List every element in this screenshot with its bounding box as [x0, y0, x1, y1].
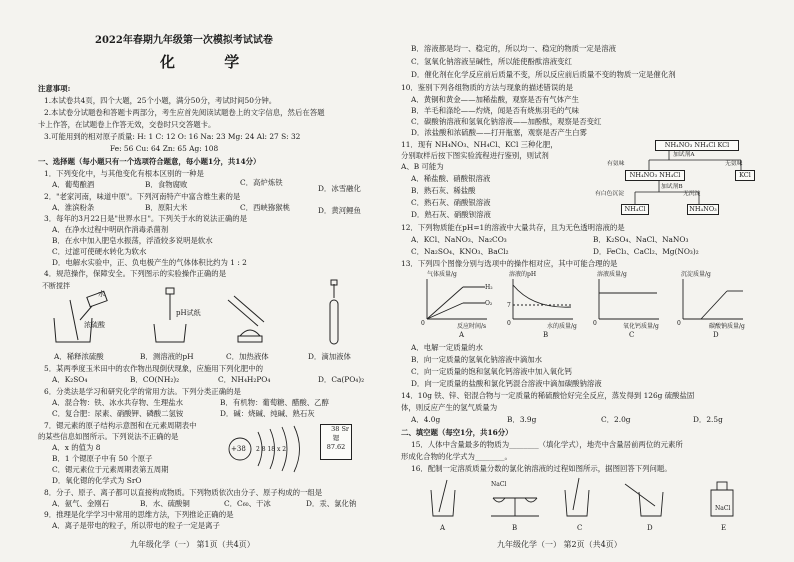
q6-option-b: B．有机物：葡萄糖、醋酸、乙醇 — [220, 398, 329, 407]
question-14-cont: 体，则反应产生的氢气质量为 — [401, 403, 498, 412]
q10-option-a: A．黄铜和黄金——加稀盐酸，观察是否有气体产生 — [411, 95, 579, 104]
q5-option-c: C．NH₄H₂PO₄ — [218, 375, 271, 384]
note-line: Fe: 56 Cu: 64 Zn: 65 Ag: 108 — [110, 144, 219, 153]
graph-d-ylabel: 沉淀质量/g — [681, 271, 711, 278]
q4-option-c: C．加热液体 — [226, 352, 269, 361]
q16-nacl-label: NaCl — [491, 481, 507, 488]
note-line: 3.可能用到的相对原子质量: H: 1 C: 12 O: 16 Na: 23 Mg: 24 Al: 27 S: 32 — [44, 132, 301, 141]
q12-option-a: A．KCl、NaNO₃、Na₂CO₃ — [411, 235, 507, 244]
q11-flow-ammonia: 有氨味 — [607, 161, 625, 167]
question-12: 12．下列物质能在pH=1的溶液中大量共存，且为无色透明溶液的是 — [401, 223, 625, 232]
q16-label-c: C — [577, 524, 583, 532]
q11-flow-no-ppt: 无沉淀 — [683, 191, 701, 197]
q16-label-d: D — [647, 524, 653, 532]
page-footer: 九年级化学（一） 第1页（共4页） — [130, 540, 255, 549]
q4-fig-label: 水 — [98, 290, 105, 298]
q7-nucleus-label: +38 — [231, 445, 246, 453]
q11-flow-kcl: KCl — [735, 170, 755, 181]
note-line: 2.本试卷分试题卷和答题卡两部分，考生应首先阅读试题卷上的文字信息，然后在答题 — [44, 108, 325, 117]
q7-option-d: D．氧化锶的化学式为 SrO — [52, 476, 142, 485]
q8-option-a: A．氨气、金刚石 — [52, 499, 110, 508]
q5-option-a: A．K₂SO₄ — [52, 375, 88, 384]
q8-option-b: B．水、硫酸铜 — [140, 499, 190, 508]
q9-option-a: A．离子是带电的粒子，所以带电的粒子一定是离子 — [52, 521, 220, 530]
q10-option-d: D．浓盐酸和浓硫酸——打开瓶塞，观察是否产生白雾 — [411, 128, 587, 137]
q16-label-a: A — [440, 524, 446, 532]
q9-option-c: C．氢氧化钠溶液呈碱性，所以能使酚酞溶液变红 — [411, 57, 572, 66]
q14-option-a: A．4.0g — [411, 415, 441, 424]
question-8: 8．分子、原子、离子都可以直接构成物质。下列物质依次由分子、原子构成的一组是 — [44, 488, 323, 497]
graph-a-line-label: H₂ — [485, 284, 493, 291]
q7-shell-label: 2 8 18 x 2 — [256, 446, 287, 453]
question-14: 14．10g 铁、锌、铝混合物与一定质量的稀硫酸恰好完全反应，蒸发得到 126g 硫酸盐固 — [401, 391, 695, 400]
question-13: 13．下列四个图像分别与选项中的操作相对应，其中可能合理的是 — [401, 259, 618, 268]
q14-option-c: C．2.0g — [601, 415, 631, 424]
q11-flow-start: NH₄NO₃ NH₄Cl KCl — [655, 140, 739, 151]
q16-label-e: E — [721, 524, 727, 532]
graph-c-xlabel: 氧化钙质量/g — [623, 323, 659, 330]
q14-option-d: D．2.5g — [693, 415, 723, 424]
q13-option-d: D．向一定质量的盐酸和氯化钙混合溶液中滴加碳酸钠溶液 — [411, 379, 602, 388]
graph-a-origin: 0 — [421, 320, 425, 327]
graph-b-mark: 7 — [507, 302, 511, 309]
question-4: 4．规范操作，保障安全。下列图示的实验操作正确的是 — [44, 269, 227, 278]
q2-option-c: C．西峡猕猴桃 — [240, 203, 290, 212]
question-15-cont: 形成化合物的化学式为________。 — [401, 452, 512, 461]
q9-option-b: B．溶液都是均一、稳定的，所以均一、稳定的物质一定是溶液 — [411, 44, 616, 53]
q4-option-b: B．测溶液的pH — [140, 352, 194, 361]
graph-a-line-label: O₂ — [485, 300, 493, 307]
question-11: 11．现有 NH₄NO₃、NH₄Cl、KCl 三种化肥， — [401, 140, 558, 149]
q11-flow-add-b: 加试剂B — [661, 184, 683, 190]
graph-d-tag: D — [713, 331, 719, 339]
q11-flow-lines — [629, 138, 779, 238]
question-1: 1．下列变化中，与其他变化有根本区别的一种是 — [44, 169, 204, 178]
q4-fig-label: 不断搅拌 — [42, 282, 70, 290]
q3-option-d: D．电解水实验中，正、负电极产生的气体体积比约为 1 : 2 — [52, 258, 247, 267]
q6-option-d: D．碱：烧碱、纯碱、熟石灰 — [220, 409, 315, 418]
question-16: 16．配制一定溶质质量分数的氯化钠溶液的过程如图所示，据图回答下列问题。 — [411, 464, 672, 473]
question-11-cont: 分别取样后按下图实验流程进行鉴别，则试剂 — [401, 151, 549, 160]
q8-option-d: D．汞、氯化钠 — [306, 499, 357, 508]
q9-option-d: D．催化剂在化学反应前后质量不变，所以反应前后质量不变的物质一定是催化剂 — [411, 70, 676, 79]
q11-option-b: B．熟石灰、稀盐酸 — [411, 186, 476, 195]
q13-option-c: C．向一定质量的饱和氢氧化钙溶液中加入氧化钙 — [411, 367, 572, 376]
graph-b-ylabel: 溶液的pH — [509, 271, 537, 278]
q7-option-b: B．1 个锶原子中有 50 个原子 — [52, 454, 153, 463]
question-7: 7．锶元素的原子结构示意图和在元素周期表中 — [44, 421, 197, 430]
q5-option-b: B．CO(NH₂)₂ — [130, 375, 180, 384]
q4-option-d: D．滴加液体 — [308, 352, 351, 361]
q10-option-c: C．碳酸钠溶液和氢氧化钠溶液——加酚酞，观察是否变红 — [411, 117, 602, 126]
q5-option-d: D．Ca(PO₄)₂ — [318, 375, 365, 384]
q2-option-a: A．淮滨粉条 — [52, 203, 95, 212]
question-11-cont: A、B 可能为 — [401, 162, 444, 171]
q11-flow-white-ppt: 有白色沉淀 — [595, 191, 624, 197]
question-9: 9．推理是化学学习中常用的思维方法，下列推论正确的是 — [44, 510, 234, 519]
section-heading: 一、选择题（每小题只有一个选项符合题意，每小题1分，共14分） — [38, 157, 261, 166]
q11-flow-nh4cl: NH₄Cl — [621, 204, 649, 215]
question-5: 5．某两季度玉米田中的农作物出现倒伏现象，应施用下列化肥中的 — [44, 364, 264, 373]
q12-option-d: D．FeCl₃、CaCl₂、Mg(NO₃)₂ — [593, 247, 699, 256]
q12-option-b: B．K₂SO₄、NaCl、NaNO₃ — [593, 235, 689, 244]
q14-option-b: B．3.9g — [507, 415, 537, 424]
q2-option-b: B．原阳大米 — [145, 203, 188, 212]
graph-d-origin: 0 — [677, 320, 681, 327]
graph-c-ylabel: 溶液质量/g — [597, 271, 627, 278]
q3-option-c: C．过滤可使硬水转化为软水 — [52, 247, 147, 256]
q12-option-c: C．Na₂SO₄、KNO₃、BaCl₂ — [411, 247, 509, 256]
q4-fig-label: pH试纸 — [176, 309, 201, 317]
q11-flow-nh4no3: NH₄NO₃ — [687, 204, 719, 215]
q4-option-a: A．稀释浓硫酸 — [54, 352, 104, 361]
graph-c-tag: C — [629, 331, 635, 339]
question-10: 10．鉴别下列各组物质的方法与现象的描述错误的是 — [401, 83, 574, 92]
q4-apparatus-figure — [44, 280, 374, 350]
q6-option-c: C．复合肥：尿素、硝酸钾、磷酸二氢铵 — [52, 409, 184, 418]
q13-option-b: B．向一定质量的氢氧化钠溶液中滴加水 — [411, 355, 543, 364]
q11-option-a: A．稀盐酸、硝酸银溶液 — [411, 174, 491, 183]
note-line: 1.本试卷共4页，四个大题，25个小题，满分50分，考试时间50分钟。 — [44, 96, 277, 105]
notes-heading: 注意事项: — [38, 84, 71, 93]
note-line: 卡上作答，在试题卷上作答无效，交卷时只交答题卡。 — [38, 120, 216, 129]
q16-label-b: B — [512, 524, 518, 532]
q11-flow-no-ammonia: 无氨味 — [725, 161, 743, 167]
q11-flow-mid: NH₄NO₃ NH₄Cl — [625, 170, 685, 181]
question-2: 2．"老家河南，味道中原"。下列河南特产中富含维生素的是 — [44, 192, 241, 201]
graph-d-xlabel: 碳酸钠质量/g — [709, 323, 745, 330]
exam-title: 2022年春期九年级第一次模拟考试试卷 — [95, 35, 273, 46]
q16-nacl-bottle-label: NaCl — [715, 505, 731, 512]
q11-option-c: C．熟石灰、硝酸银溶液 — [411, 198, 491, 207]
q8-option-c: C．C₆₀、干冰 — [224, 499, 271, 508]
q1-option-b: B．食物腐败 — [145, 180, 188, 189]
q10-option-b: B．羊毛和涤纶——灼烧，闻是否有烧焦羽毛的气味 — [411, 106, 580, 115]
q13-option-a: A．电解一定质量的水 — [411, 343, 483, 352]
q11-option-d: D．熟石灰、硝酸钡溶液 — [411, 210, 491, 219]
section-heading: 二、填空题（每空1分，共16分） — [401, 428, 513, 437]
q1-option-a: A．葡萄酿酒 — [52, 180, 95, 189]
question-6: 6．分类法是学习和研究化学的常用方法。下列分类正确的是 — [44, 387, 241, 396]
q6-option-a: A．混合物：铁、冰水共存物、生理盐水 — [52, 398, 183, 407]
q3-option-b: B．在水中加入肥皂水振荡，浮渣较多说明是软水 — [52, 236, 213, 245]
q16-apparatus-figure — [427, 476, 757, 524]
graph-a-tag: A — [459, 331, 465, 339]
subject-title: 化 学 — [160, 53, 262, 71]
q7-symbol: Sr — [341, 425, 349, 433]
q4-fig-label: 浓硫酸 — [84, 321, 105, 329]
graph-b-xlabel: 水的质量/g — [547, 323, 577, 330]
q3-option-a: A．在净水过程中明矾作消毒杀菌剂 — [52, 225, 169, 234]
q7-atomic-number: 38 — [331, 425, 340, 433]
graph-b-tag: B — [543, 331, 549, 339]
page-footer: 九年级化学（一） 第2页（共4页） — [497, 540, 622, 549]
graph-a-xlabel: 反应时间/s — [457, 323, 487, 330]
q11-flow-add-a: 加试剂A — [673, 152, 695, 158]
q7-atomic-mass: 87.62 — [326, 443, 346, 451]
q1-option-d: D．冰雪融化 — [318, 184, 361, 193]
question-7-cont: 的某些信息如图所示。下列说法不正确的是 — [38, 432, 179, 441]
right-page — [397, 0, 794, 562]
question-15: 15．人体中含量最多的物质为________（填化学式），地壳中含量居前两位的元素所 — [411, 440, 683, 449]
question-3: 3．每年的3月22日是"世界水日"。下列关于水的说法正确的是 — [44, 214, 247, 223]
graph-c-origin: 0 — [593, 320, 597, 327]
q1-option-c: C．高炉炼铁 — [240, 178, 283, 187]
q7-option-a: A．x 的值为 8 — [52, 443, 101, 452]
q7-periodic-cell — [320, 424, 352, 460]
q7-element-name: 锶 — [332, 434, 340, 442]
q7-option-c: C．锶元素位于元素周期表第五周期 — [52, 465, 169, 474]
graph-a-ylabel: 气体质量/g — [427, 271, 457, 278]
graph-b-origin: 0 — [507, 320, 511, 327]
q2-option-d: D．黄河鲤鱼 — [318, 206, 361, 215]
